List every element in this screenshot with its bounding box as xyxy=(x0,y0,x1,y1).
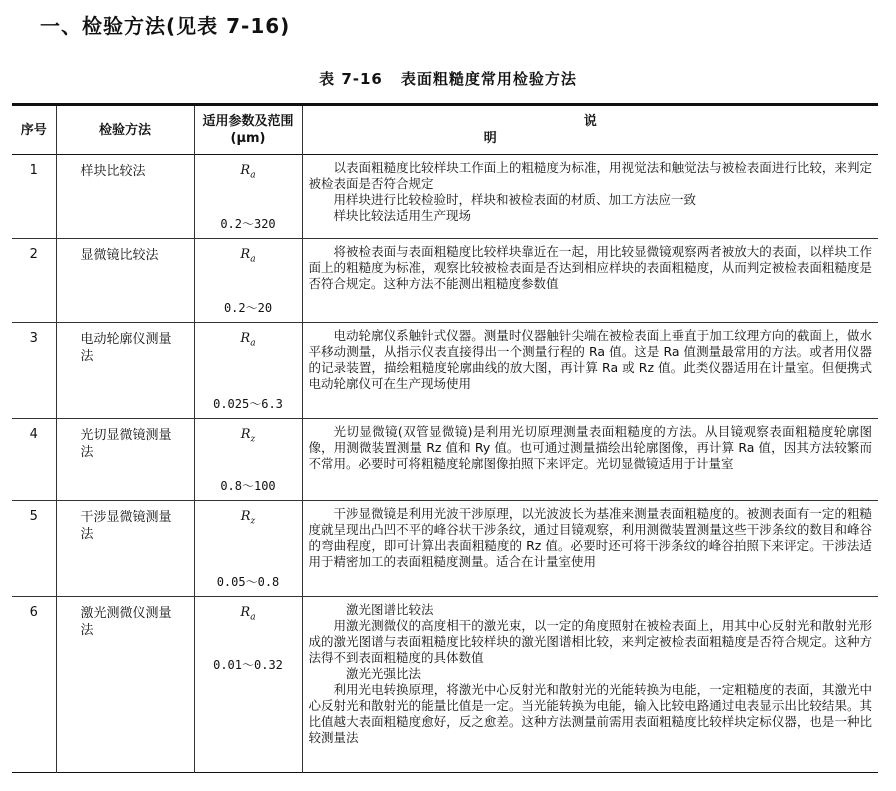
table-row xyxy=(12,239,878,323)
description-cell xyxy=(302,419,878,501)
description-paragraph: 样块比较法适用生产现场 xyxy=(333,208,472,223)
description-cell xyxy=(302,501,878,597)
param-cell xyxy=(194,155,302,239)
param-cell xyxy=(194,239,302,323)
param-symbol-letter: R xyxy=(240,427,251,442)
param-symbol-letter: R xyxy=(240,331,251,346)
table-header-row xyxy=(12,105,878,155)
param-symbol xyxy=(195,331,302,352)
method-name: 干涉显微镜测量法 xyxy=(56,501,194,597)
param-symbol-subscript: a xyxy=(250,254,256,265)
param-symbol-letter: R xyxy=(240,509,251,524)
row-number: 1 xyxy=(12,155,56,239)
method-name: 显微镜比较法 xyxy=(56,239,194,323)
table-row xyxy=(12,501,878,597)
param-range: 0.01～0.32 xyxy=(213,658,283,672)
table-caption-title: 表面粗糙度常用检验方法 xyxy=(400,70,577,88)
param-range: 0.05～0.8 xyxy=(216,575,280,589)
param-cell xyxy=(194,597,302,773)
section-heading: 一、检验方法(见表 7-16) xyxy=(40,14,291,38)
param-symbol-subscript: a xyxy=(250,338,256,349)
param-cell xyxy=(194,323,302,419)
param-cell xyxy=(194,501,302,597)
description-paragraph: 利用光电转换原理，将激光中心反射光和散射光的光能转换为电能，一定粗糙度的表面，其激光中心反射光和散射光的能量比值是一定。当光能转换为电能，输入比较电路通过电表显示出比较结果。其比值越大表面粗糙度愈好，反之愈差。这种方法测量前需用表面粗糙度比较样块定标仪器，也是一种比较测量法 xyxy=(308,682,872,745)
param-range: 0.2～20 xyxy=(223,301,273,315)
table-header xyxy=(12,105,878,155)
param-symbol-subscript: z xyxy=(250,434,256,445)
param-symbol-subscript: z xyxy=(250,516,256,527)
description-paragraph: 用激光测微仪的高度相干的激光束，以一定的角度照射在被检表面上，用其中心反射光和散射光形成的激光图谱与表面粗糙度比较样块的激光图谱相比较，来判定被检表面粗糙度是否符合规定。这种方法得不到表面粗糙度的具体数值 xyxy=(308,618,872,665)
description-cell xyxy=(302,323,878,419)
description-paragraph: 电动轮廓仪系触针式仪器。测量时仪器触针尖端在被检表面上垂直于加工纹理方向的截面上，做水平移动测量，从指示仪表直接得出一个测量行程的 Ra 值。这是 Ra 值测量最常用的方法。或者用仪器的记录装置，描绘粗糙度轮廓曲线的放大图，再计算 Ra 或 Rz 值。此类仪器适用在计量室。但便携式电动轮廓仪可在生产现场使用 xyxy=(308,328,872,391)
param-symbol-letter: R xyxy=(240,247,251,262)
param-symbol-subscript: a xyxy=(250,612,256,623)
param-range: 0.2～320 xyxy=(220,217,276,231)
param-symbol xyxy=(195,247,302,268)
method-name: 光切显微镜测量法 xyxy=(56,419,194,501)
description-paragraph: 用样块进行比较检验时，样块和被检表面的材质、加工方法应一致 xyxy=(333,192,697,207)
header-param: 适用参数及范围(μm) xyxy=(194,105,302,155)
table-caption xyxy=(0,68,896,89)
param-symbol xyxy=(195,509,302,530)
param-range: 0.8～100 xyxy=(220,479,276,493)
table-row xyxy=(12,597,878,773)
header-description xyxy=(302,105,878,155)
row-number: 4 xyxy=(12,419,56,501)
method-name: 电动轮廓仪测量法 xyxy=(56,323,194,419)
description-cell xyxy=(302,155,878,239)
param-symbol xyxy=(195,427,302,448)
param-symbol-letter: R xyxy=(240,605,251,620)
header-method: 检验方法 xyxy=(56,105,194,155)
inspection-methods-table xyxy=(12,103,878,773)
param-symbol xyxy=(195,163,302,184)
table-row xyxy=(12,323,878,419)
method-name: 激光测微仪测量法 xyxy=(56,597,194,773)
description-paragraph: 将被检表面与表面粗糙度比较样块靠近在一起，用比较显微镜观察两者被放大的表面，以样块工作面上的粗糙度为标准，观察比较被检表面是否达到相应样块的表面粗糙度，从而判定被检表面粗糙度是否符合规定。这种方法不能测出粗糙度参数值 xyxy=(308,244,872,291)
table-body xyxy=(12,155,878,773)
description-paragraph: 光切显微镜(双管显微镜)是利用光切原理测量表面粗糙度的方法。从目镜观察表面粗糙度轮廓图像，用测微装置测量 Rz 值和 Ry 值。也可通过测量描绘出轮廓图像，再计算 Ra 值，因其方法较繁而不常用。必要时可将粗糙度轮廓图像拍照下来评定。光切显微镜适用于计量室 xyxy=(308,424,872,471)
table-caption-number: 表 7-16 xyxy=(319,70,383,88)
param-range: 0.025～6.3 xyxy=(213,397,283,411)
param-symbol-subscript: a xyxy=(250,170,256,181)
method-name: 样块比较法 xyxy=(56,155,194,239)
description-cell xyxy=(302,239,878,323)
table-row xyxy=(12,155,878,239)
param-cell xyxy=(194,419,302,501)
description-paragraph: 干涉显微镜是利用光波干涉原理，以光波波长为基准来测量表面粗糙度的。被测表面有一定的粗糙度就呈现出凸凹不平的峰谷状干涉条纹，通过目镜观察，利用测微装置测量这些干涉条纹的数目和峰谷的弯曲程度，即可计算出表面粗糙度的 Rz 值。必要时还可将干涉条纹的峰谷拍照下来评定。干涉法适用于精密加工的表面粗糙度测量。适合在计量室使用 xyxy=(308,506,872,569)
description-subheading: 激光光强比法 xyxy=(346,666,422,681)
row-number: 2 xyxy=(12,239,56,323)
param-symbol-letter: R xyxy=(240,163,251,178)
header-description-label: 说明 xyxy=(483,114,797,146)
row-number: 3 xyxy=(12,323,56,419)
description-subheading: 激光图谱比较法 xyxy=(346,602,434,617)
table-row xyxy=(12,419,878,501)
description-cell xyxy=(302,597,878,773)
row-number: 6 xyxy=(12,597,56,773)
row-number: 5 xyxy=(12,501,56,597)
header-no: 序号 xyxy=(12,105,56,155)
description-paragraph: 以表面粗糙度比较样块工作面上的粗糙度为标准，用视觉法和触觉法与被检表面进行比较，来判定被检表面是否符合规定 xyxy=(308,160,872,191)
param-symbol xyxy=(195,605,302,626)
